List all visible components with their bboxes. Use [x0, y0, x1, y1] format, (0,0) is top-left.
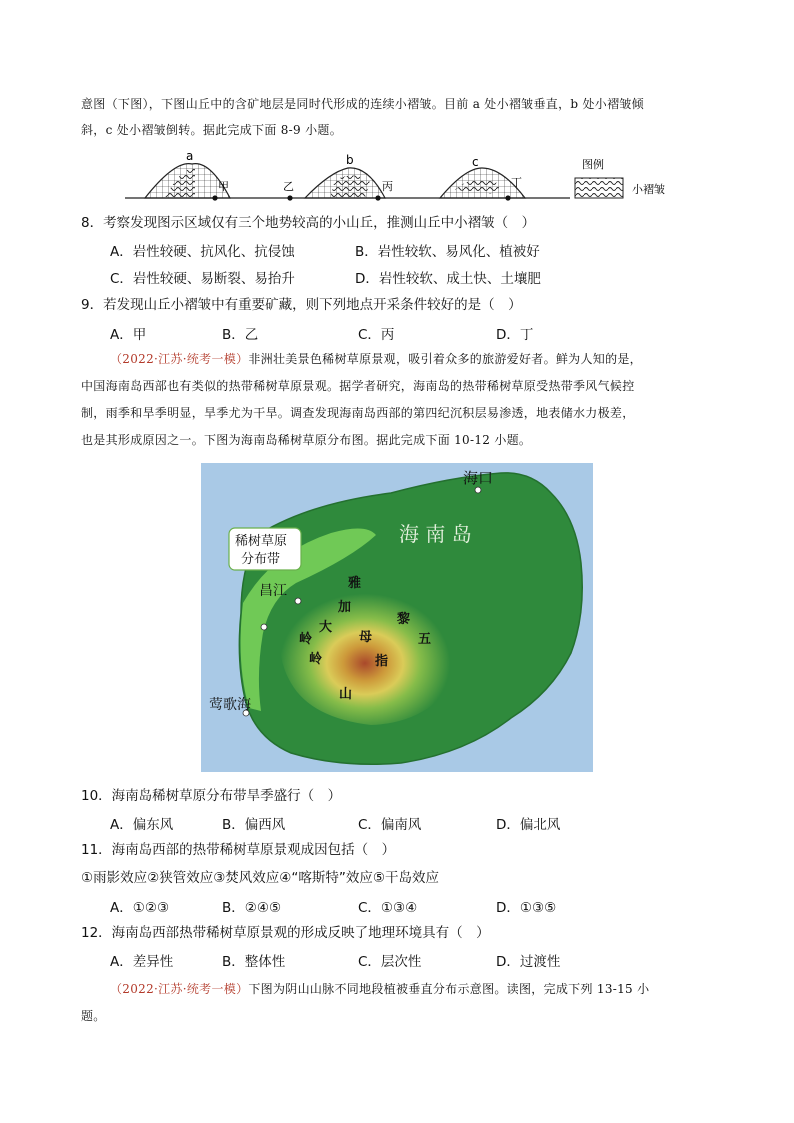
legend-swatch [575, 178, 623, 198]
q11-stem: 11．海南岛西部的热带稀树草原景观成因包括（ ） [81, 842, 396, 858]
savanna-label-2: 分布带 [241, 552, 281, 567]
legend-title: 图例 [582, 158, 604, 171]
changjiang-label: 昌江 [259, 583, 287, 599]
mtn-char-ling-2: 岭 [309, 652, 323, 667]
passage3-line-1 [110, 976, 730, 1002]
intro-line-2: 斜，c 处小褶皱倒转。据此完成下面 8-9 小题。 [81, 123, 342, 137]
q8-option-a[interactable]: A．岩性较硬、抗风化、抗侵蚀 [110, 244, 295, 260]
point-bing-marker [375, 195, 380, 200]
q9-option-b[interactable]: B．乙 [222, 327, 259, 343]
changjiang-marker [295, 598, 301, 604]
q9-stem: 9．若发现山丘小褶皱中有重要矿藏，则下列地点开采条件较好的是（ ） [81, 297, 522, 313]
q9-option-c[interactable]: C．丙 [358, 327, 395, 343]
mtn-char-da: 大 [319, 620, 333, 635]
savanna-point-marker [261, 624, 267, 630]
q8-option-d[interactable]: D．岩性较软、成土快、土壤肥 [355, 271, 541, 287]
mtn-char-wu: 五 [418, 632, 432, 647]
point-yi-marker [287, 195, 292, 200]
mtn-char-jia: 加 [338, 600, 352, 615]
mtn-char-ya: 雅 [348, 576, 362, 591]
q12-option-c[interactable]: C．层次性 [358, 954, 422, 970]
intro-line-1: 意图（下图），下图山丘中的含矿地层是同时代形成的连续小褶皱。目前 a 处小褶皱垂直，b 处小褶皱倾 [81, 97, 644, 111]
mtn-char-ling-1: 岭 [299, 632, 313, 647]
q12-options [110, 950, 710, 972]
label-jia: 甲 [218, 180, 229, 193]
label-b: b [346, 153, 354, 167]
passage2-source: （2022·江苏·统考一模） [110, 352, 249, 366]
mtn-char-li: 黎 [397, 612, 411, 627]
haikou-label: 海口 [463, 469, 494, 487]
haikou-marker [475, 487, 481, 493]
passage2-line-3: 制，雨季和旱季明显，旱季尤为干旱。调查发现海南岛西部的第四纪沉积层易渗透，地表储水力极差， [81, 406, 635, 420]
mtn-char-shan: 山 [339, 687, 353, 702]
passage2-line-1-text: 非洲壮美景色稀树草原景观，吸引着众多的旅游爱好者。鲜为人知的是， [248, 352, 642, 366]
label-a: a [186, 150, 194, 163]
q11-option-d[interactable]: D．①③⑤ [496, 900, 557, 916]
legend-label: 小褶皱 [632, 183, 665, 196]
point-jia-marker [212, 195, 217, 200]
q10-option-d[interactable]: D．偏北风 [496, 817, 561, 833]
point-ding-marker [505, 195, 510, 200]
label-bing: 丙 [382, 180, 393, 193]
q12-option-a[interactable]: A．差异性 [110, 954, 174, 970]
passage3-line-1-text: 下图为阴山山脉不同地段植被垂直分布示意图。读图，完成下列 13-15 小 [248, 982, 650, 996]
savanna-label-1: 稀树草原 [235, 534, 288, 549]
hainan-savanna-map [201, 463, 593, 772]
q12-option-d[interactable]: D．过渡性 [496, 954, 561, 970]
q11-options [110, 896, 710, 918]
q11-items: ①雨影效应②狭管效应③焚风效应④“喀斯特”效应⑤干岛效应 [81, 870, 439, 886]
q8-options-row1 [110, 240, 710, 262]
q8-options-row2 [110, 267, 710, 289]
q9-option-d[interactable]: D．丁 [496, 327, 534, 343]
mtn-char-mu: 母 [359, 630, 373, 645]
q11-option-c[interactable]: C．①③④ [358, 900, 418, 916]
yinggehai-label: 莺歌海 [209, 697, 251, 713]
passage2-line-2: 中国海南岛西部也有类似的热带稀树草原景观。据学者研究，海南岛的热带稀树草原受热带季风气候控 [81, 379, 635, 393]
q10-option-a[interactable]: A．偏东风 [110, 817, 174, 833]
label-c: c [472, 155, 479, 169]
q11-option-b[interactable]: B．②④⑤ [222, 900, 282, 916]
q12-stem: 12．海南岛西部热带稀树草原景观的形成反映了地理环境具有（ ） [81, 925, 490, 941]
passage3-line-2: 题。 [81, 1009, 106, 1023]
fold-diagram [120, 150, 690, 210]
q11-option-a[interactable]: A．①②③ [110, 900, 170, 916]
q10-option-b[interactable]: B．偏西风 [222, 817, 286, 833]
q12-option-b[interactable]: B．整体性 [222, 954, 286, 970]
q9-option-a[interactable]: A．甲 [110, 327, 147, 343]
island-label: 海 南 岛 [399, 522, 472, 546]
q8-option-c[interactable]: C．岩性较硬、易断裂、易抬升 [110, 271, 295, 287]
passage3-source: （2022·江苏·统考一模） [110, 982, 249, 996]
mtn-char-zhi: 指 [375, 654, 389, 669]
passage2-line-1 [110, 346, 730, 372]
q10-option-c[interactable]: C．偏南风 [358, 817, 422, 833]
q9-options [110, 323, 710, 345]
passage2-line-4: 也是其形成原因之一。下图为海南岛稀树草原分布图。据此完成下面 10-12 小题。 [81, 433, 532, 447]
label-yi: 乙 [283, 180, 294, 193]
q8-stem: 8．考察发现图示区域仅有三个地势较高的小山丘，推测山丘中小褶皱（ ） [81, 215, 536, 231]
q8-option-b[interactable]: B．岩性较软、易风化、植被好 [355, 244, 540, 260]
label-ding: 丁 [511, 176, 522, 189]
q10-options [110, 813, 710, 835]
q10-stem: 10．海南岛稀树草原分布带旱季盛行（ ） [81, 788, 342, 804]
